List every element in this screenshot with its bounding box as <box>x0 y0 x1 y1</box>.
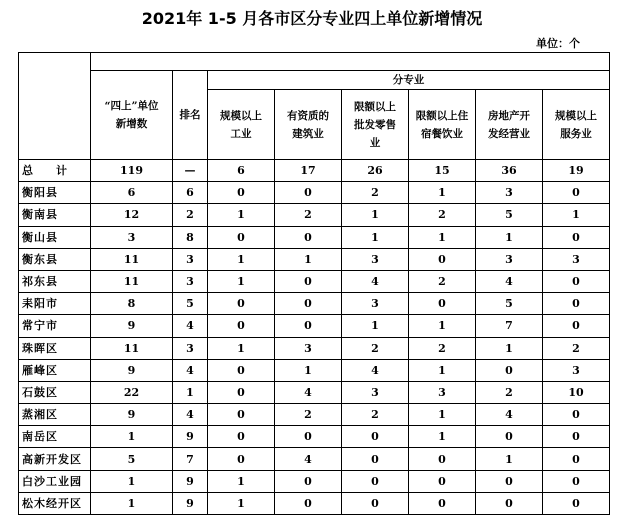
sector-value-cell: 1 <box>275 359 342 381</box>
header-new-count: “四上”单位新增数 <box>91 71 173 160</box>
new-count-cell: 119 <box>91 160 173 182</box>
table-row <box>19 492 610 514</box>
sector-value-cell: 0 <box>543 270 610 292</box>
unit-label: 单位：个 <box>536 37 580 50</box>
new-count-cell: 1 <box>91 426 173 448</box>
sector-value-cell: 0 <box>275 293 342 315</box>
sector-value-cell: 7 <box>476 315 543 337</box>
header-sector: 房地产开发经营业 <box>476 90 543 160</box>
region-name-cell: 珠晖区 <box>19 337 91 359</box>
region-name-cell: 南岳区 <box>19 426 91 448</box>
sector-value-cell: 2 <box>543 337 610 359</box>
sector-value-cell: 4 <box>342 359 409 381</box>
sector-value-cell: 0 <box>275 426 342 448</box>
new-count-cell: 8 <box>91 293 173 315</box>
sector-value-cell: 1 <box>275 248 342 270</box>
sector-value-cell: 3 <box>476 248 543 270</box>
sector-value-cell: 2 <box>476 381 543 403</box>
sector-value-cell: 3 <box>342 381 409 403</box>
rank-cell: 6 <box>173 182 208 204</box>
sector-value-cell: 0 <box>275 182 342 204</box>
sector-value-cell: 0 <box>275 315 342 337</box>
rank-cell: 3 <box>173 270 208 292</box>
sector-value-cell: 0 <box>409 248 476 270</box>
sector-value-cell: 0 <box>476 492 543 514</box>
new-count-cell: 6 <box>91 182 173 204</box>
sector-value-cell: 0 <box>476 426 543 448</box>
region-name-cell: 衡东县 <box>19 248 91 270</box>
sector-value-cell: 0 <box>342 426 409 448</box>
rank-cell: 2 <box>173 204 208 226</box>
sector-value-cell: 36 <box>476 160 543 182</box>
sector-value-cell: 0 <box>208 182 275 204</box>
sector-value-cell: 2 <box>342 404 409 426</box>
sector-value-cell: 1 <box>342 204 409 226</box>
sector-value-cell: 3 <box>543 248 610 270</box>
sector-value-cell: 0 <box>543 293 610 315</box>
new-count-cell: 12 <box>91 204 173 226</box>
sector-value-cell: 0 <box>208 448 275 470</box>
sector-value-cell: 0 <box>409 293 476 315</box>
sector-value-cell: 0 <box>543 226 610 248</box>
header-name-cell <box>19 53 91 160</box>
region-name-cell: 石鼓区 <box>19 381 91 403</box>
new-count-cell: 3 <box>91 226 173 248</box>
table-row <box>19 270 610 292</box>
region-name-cell: 衡山县 <box>19 226 91 248</box>
sector-value-cell: 3 <box>409 381 476 403</box>
region-name-cell: 白沙工业园 <box>19 470 91 492</box>
new-count-cell: 9 <box>91 359 173 381</box>
region-name-cell: 蒸湘区 <box>19 404 91 426</box>
sector-value-cell: 3 <box>543 359 610 381</box>
sector-value-cell: 1 <box>342 315 409 337</box>
rank-cell: 3 <box>173 248 208 270</box>
sector-value-cell: 3 <box>476 182 543 204</box>
region-name-cell: 衡阳县 <box>19 182 91 204</box>
sector-value-cell: 2 <box>409 337 476 359</box>
table-row <box>19 381 610 403</box>
sector-value-cell: 1 <box>208 337 275 359</box>
rank-cell: 3 <box>173 337 208 359</box>
sector-value-cell: 0 <box>409 448 476 470</box>
data-table <box>18 52 610 515</box>
sector-value-cell: 1 <box>208 248 275 270</box>
sector-value-cell: 0 <box>208 426 275 448</box>
sector-value-cell: 0 <box>275 470 342 492</box>
sector-value-cell: 2 <box>275 204 342 226</box>
sector-value-cell: 0 <box>543 182 610 204</box>
region-name-cell: 耒阳市 <box>19 293 91 315</box>
header-sector: 限额以上批发零售业 <box>342 90 409 160</box>
sector-value-cell: 1 <box>543 204 610 226</box>
sector-value-cell: 0 <box>208 226 275 248</box>
rank-cell: 4 <box>173 404 208 426</box>
rank-cell: 9 <box>173 426 208 448</box>
sector-value-cell: 3 <box>342 293 409 315</box>
total-row <box>19 160 610 182</box>
table-row <box>19 470 610 492</box>
region-name-cell: 雁峰区 <box>19 359 91 381</box>
sector-value-cell: 5 <box>476 204 543 226</box>
sector-value-cell: 15 <box>409 160 476 182</box>
sector-value-cell: 0 <box>543 448 610 470</box>
sector-value-cell: 0 <box>275 270 342 292</box>
table-row <box>19 448 610 470</box>
region-name-cell: 松木经开区 <box>19 492 91 514</box>
table-row <box>19 337 610 359</box>
table-row <box>19 359 610 381</box>
sector-value-cell: 1 <box>409 404 476 426</box>
header-sector: 规模以上工业 <box>208 90 275 160</box>
sector-value-cell: 1 <box>208 270 275 292</box>
new-count-cell: 22 <box>91 381 173 403</box>
sector-value-cell: 1 <box>208 492 275 514</box>
header-sector: 规模以上服务业 <box>543 90 610 160</box>
sector-value-cell: 0 <box>208 293 275 315</box>
sector-value-cell: 0 <box>342 470 409 492</box>
table-row <box>19 315 610 337</box>
rank-cell: 7 <box>173 448 208 470</box>
sector-value-cell: 1 <box>409 359 476 381</box>
region-name-cell: 衡南县 <box>19 204 91 226</box>
new-count-cell: 11 <box>91 248 173 270</box>
header-sector: 限额以上住宿餐饮业 <box>409 90 476 160</box>
page-title: 2021年 1-5 月各市区分专业四上单位新增情况 <box>141 9 483 28</box>
sector-value-cell: 0 <box>275 226 342 248</box>
table-row <box>19 293 610 315</box>
sector-value-cell: 0 <box>342 492 409 514</box>
sector-value-cell: 4 <box>476 270 543 292</box>
header-sector: 有资质的建筑业 <box>275 90 342 160</box>
sector-value-cell: 0 <box>543 315 610 337</box>
header-rank: 排名 <box>173 71 208 160</box>
sector-value-cell: 0 <box>543 426 610 448</box>
sector-value-cell: 0 <box>543 492 610 514</box>
sector-value-cell: 4 <box>275 381 342 403</box>
sector-value-cell: 1 <box>476 448 543 470</box>
sector-value-cell: 1 <box>409 182 476 204</box>
sector-value-cell: 0 <box>409 470 476 492</box>
sector-value-cell: 3 <box>342 248 409 270</box>
rank-cell: 5 <box>173 293 208 315</box>
new-count-cell: 1 <box>91 492 173 514</box>
sector-value-cell: 1 <box>409 226 476 248</box>
new-count-cell: 9 <box>91 315 173 337</box>
table-row <box>19 248 610 270</box>
new-count-cell: 1 <box>91 470 173 492</box>
sector-value-cell: 17 <box>275 160 342 182</box>
header-by-sector: 分专业 <box>208 71 610 90</box>
sector-value-cell: 0 <box>208 381 275 403</box>
new-count-cell: 11 <box>91 337 173 359</box>
sector-value-cell: 6 <box>208 160 275 182</box>
sector-value-cell: 1 <box>208 204 275 226</box>
table-row <box>19 182 610 204</box>
rank-cell: 4 <box>173 359 208 381</box>
sector-value-cell: 0 <box>409 492 476 514</box>
rank-cell: — <box>173 160 208 182</box>
sector-value-cell: 1 <box>208 470 275 492</box>
new-count-cell: 11 <box>91 270 173 292</box>
rank-cell: 1 <box>173 381 208 403</box>
sector-value-cell: 2 <box>409 204 476 226</box>
rank-cell: 9 <box>173 470 208 492</box>
rank-cell: 9 <box>173 492 208 514</box>
sector-value-cell: 26 <box>342 160 409 182</box>
sector-value-cell: 4 <box>476 404 543 426</box>
sector-value-cell: 2 <box>342 182 409 204</box>
sector-value-cell: 4 <box>275 448 342 470</box>
sector-value-cell: 0 <box>342 448 409 470</box>
sector-value-cell: 0 <box>543 470 610 492</box>
sector-value-cell: 1 <box>342 226 409 248</box>
sector-value-cell: 1 <box>409 426 476 448</box>
sector-value-cell: 19 <box>543 160 610 182</box>
sector-value-cell: 2 <box>409 270 476 292</box>
rank-cell: 4 <box>173 315 208 337</box>
sector-value-cell: 1 <box>476 226 543 248</box>
region-name-cell: 常宁市 <box>19 315 91 337</box>
region-name-cell: 高新开发区 <box>19 448 91 470</box>
sector-value-cell: 0 <box>275 492 342 514</box>
new-count-cell: 9 <box>91 404 173 426</box>
sector-value-cell: 2 <box>275 404 342 426</box>
sector-value-cell: 0 <box>208 359 275 381</box>
sector-value-cell: 1 <box>476 337 543 359</box>
table-row <box>19 404 610 426</box>
sector-value-cell: 2 <box>342 337 409 359</box>
table-row <box>19 226 610 248</box>
table-row <box>19 426 610 448</box>
header-top-spacer <box>91 53 610 71</box>
sector-value-cell: 10 <box>543 381 610 403</box>
region-name-cell: 祁东县 <box>19 270 91 292</box>
sector-value-cell: 0 <box>476 359 543 381</box>
region-name-cell: 总 计 <box>19 160 91 182</box>
sector-value-cell: 0 <box>208 315 275 337</box>
new-count-cell: 5 <box>91 448 173 470</box>
sector-value-cell: 5 <box>476 293 543 315</box>
sector-value-cell: 3 <box>275 337 342 359</box>
sector-value-cell: 0 <box>208 404 275 426</box>
sector-value-cell: 0 <box>543 404 610 426</box>
sector-value-cell: 4 <box>342 270 409 292</box>
table-row <box>19 204 610 226</box>
sector-value-cell: 0 <box>476 470 543 492</box>
rank-cell: 8 <box>173 226 208 248</box>
sector-value-cell: 1 <box>409 315 476 337</box>
